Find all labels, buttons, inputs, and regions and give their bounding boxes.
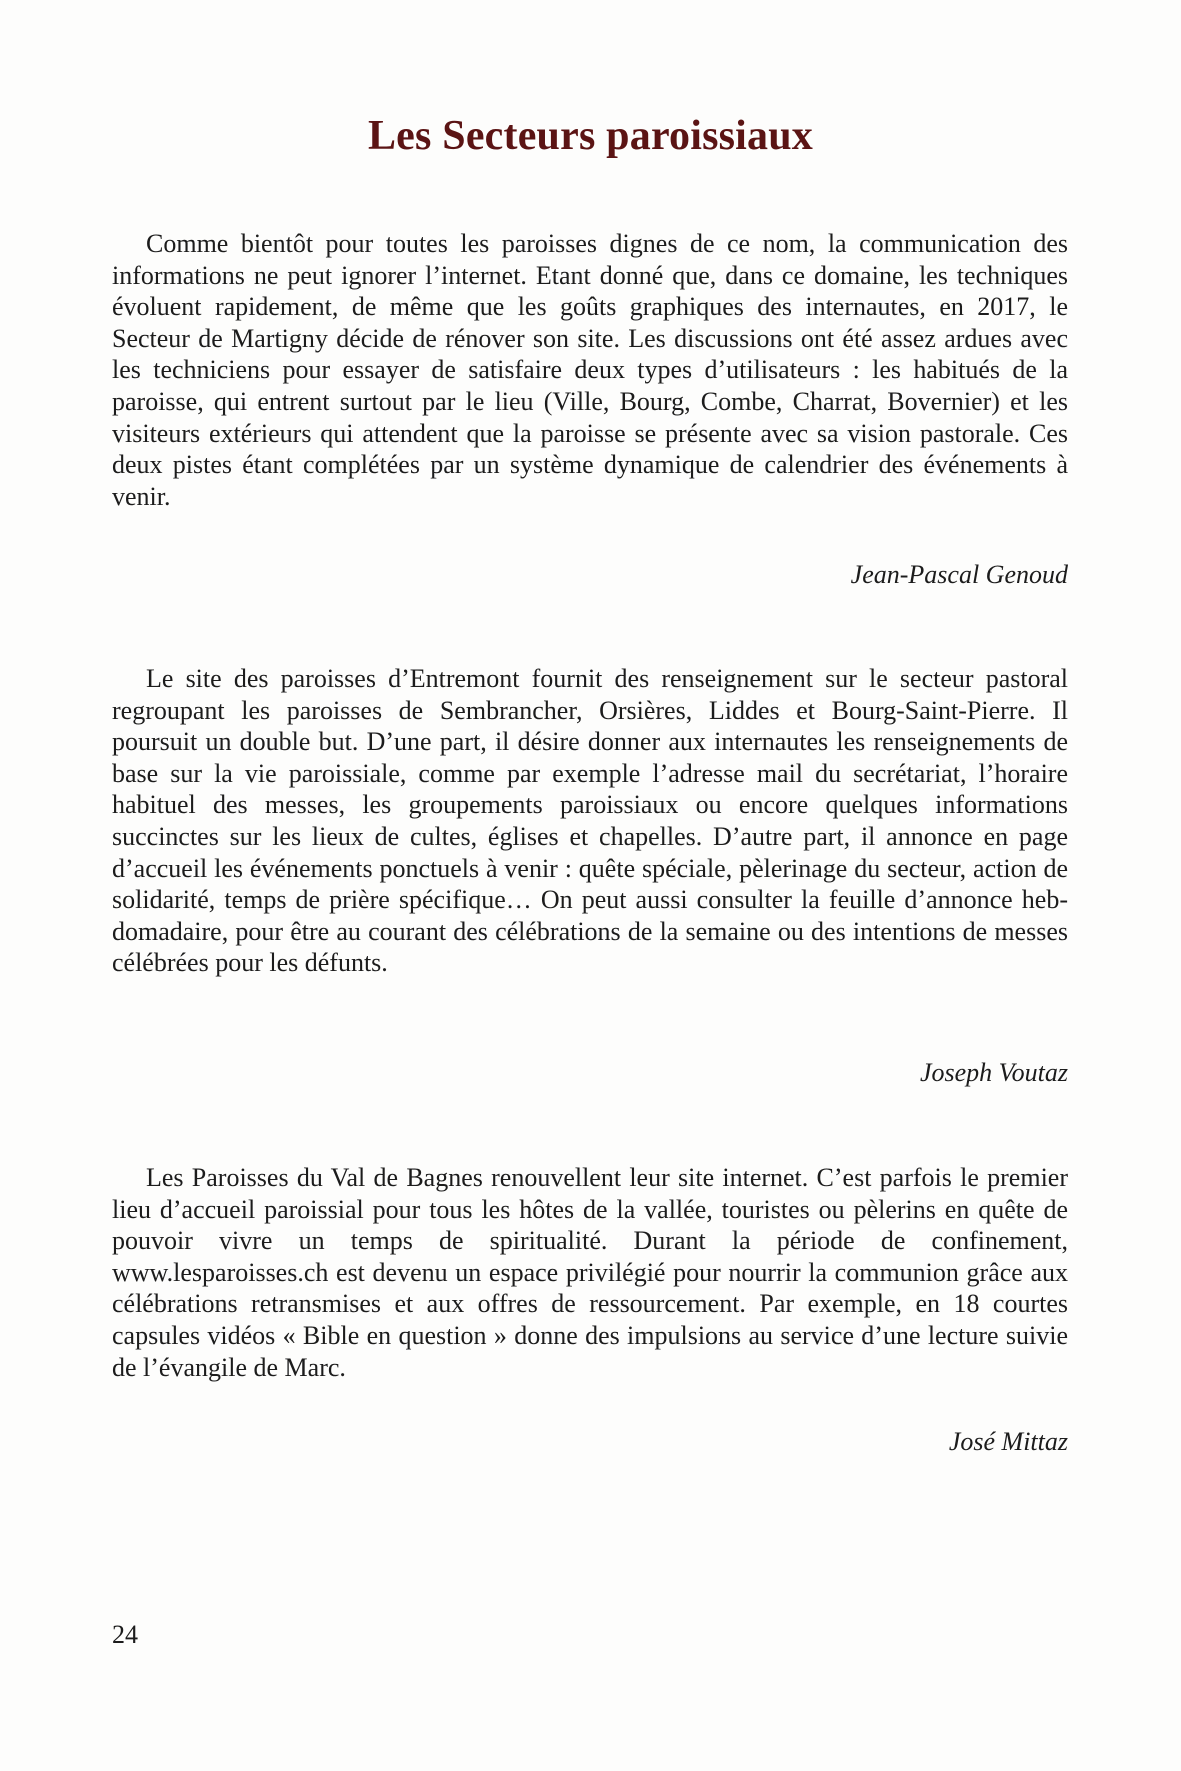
page-number: 24 [112, 1620, 138, 1649]
page-title: Les Secteurs paroissiaux [367, 113, 814, 159]
section-paragraph: Les Paroisses du Val de Bagnes renouvellent leur site internet. C’est parfois le premier lieu d’accueil paroissial pour tous les hôtes de la vallée, touristes ou pèlerins en quête de pouvoir vivre un temps de spiritualité. Durant la période de confinement, www.lesparoisses.ch est devenu un espace privilégié pour nourrir la communion grâce aux célébrations retransmises et aux offres de ressourcement. Par exemple, en 18 courtes capsules vidéos « Bible en question » donne des impulsions au service d’une lecture suivie de l’évangile de Marc. [112, 1163, 1068, 1382]
author-signature: José Mittaz [948, 1427, 1068, 1456]
author-signature: Joseph Voutaz [919, 1058, 1068, 1087]
section-paragraph: Le site des paroisses d’Entremont fournit des renseignement sur le secteur pastoral regroupant les paroisses de Sembrancher, Orsières, Liddes et Bourg-Saint-Pierre. Il poursuit un double but. D’une part, il désire donner aux internautes les renseignements de base sur la vie paroissiale, comme par exemple l’adresse mail du secrétariat, l’horaire habituel des messes, les groupements paroissiaux ou encore quelques informations succinctes sur les lieux de cultes, églises et chapelles. D’autre part, il annonce en page d’accueil les événements ponctuels à venir : quête spéciale, pèlerinage du secteur, action de solidarité, temps de prière spécifique… On peut aussi consulter la feuille d’annonce hebdomadaire, pour être au courant des célébrations de la semaine ou des intentions de messes célébrées pour les défunts. [112, 664, 1068, 978]
section-entremont [112, 663, 1068, 979]
section-paragraph: Comme bientôt pour toutes les paroisses dignes de ce nom, la communication des informations ne peut ignorer l’internet. Etant donné que, dans ce domaine, les techniques évoluent rapidement, de même que les goûts graphiques des internautes, en 2017, le Secteur de Martigny décide de rénover son site. Les discussions ont été assez ardues avec les techniciens pour essayer de satisfaire deux types d’utilisateurs : les habitués de la paroisse, qui entrent surtout par le lieu (Ville, Bourg, Combe, Charrat, Bovernier) et les visiteurs extérieurs qui attendent que la paroisse se présente avec sa vision pastorale. Ces deux pistes étant complétées par un système dynamique de calendrier des événements à venir. [112, 229, 1068, 511]
section-martigny [112, 228, 1068, 512]
author-signature: Jean-Pascal Genoud [850, 560, 1068, 589]
section-val-de-bagnes [112, 1162, 1068, 1383]
